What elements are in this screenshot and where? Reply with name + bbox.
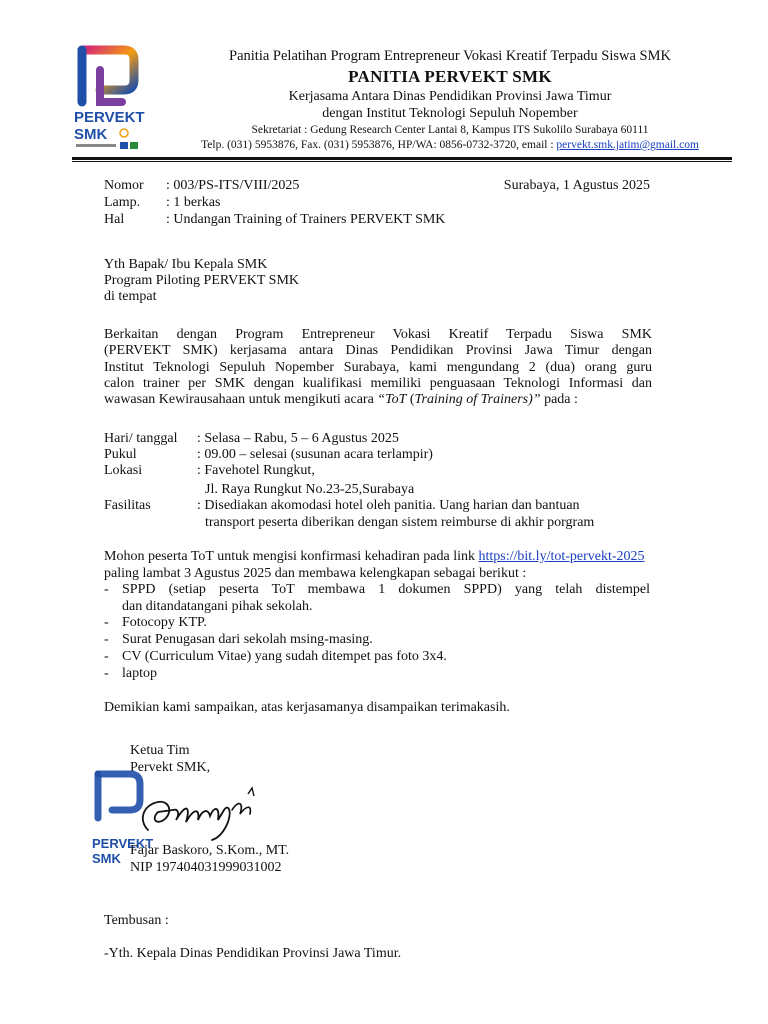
svg-text:PERVEKT: PERVEKT [92,836,154,851]
body-paragraph [104,327,652,408]
letterhead-title: PANITIA PERVEKT SMK [348,67,552,86]
hal-value: : Undangan Training of Trainers PERVEKT SMK [166,212,446,227]
item4: CV (Curriculum Vitae) yang sudah ditempet pas foto 3x4. [122,649,447,664]
bullet-dash-1: - [104,582,109,597]
body-line3: Institut Teknologi Sepuluh Nopember Surabaya, kami mengundang 2 (dua) orang guru [104,359,652,375]
lamp-label: Lamp. [104,195,141,210]
email-link[interactable]: pervekt.smk.jatim@gmail.com [556,139,699,151]
body-tot-italic: “ToT [377,392,407,408]
bullet-dash-2: - [104,615,109,630]
body-line1: Berkaitan dengan Program Entrepreneur Vokasi Kreatif Terpadu Siswa SMK [104,327,652,342]
signer-name: Fajar Baskoro, S.Kom., MT. [130,843,290,858]
confirm-text: Mohon peserta ToT untuk mengisi konfirmasi kehadiran pada link [104,549,479,564]
body-paren-open: ( [406,392,415,408]
fasilitas-value1: : Disediakan akomodasi hotel oleh panitia. Uang harian dan bantuan [197,498,580,513]
lamp-value: : 1 berkas [166,195,221,210]
letterhead-rule-thick [72,157,732,160]
fasilitas-label: Fasilitas [104,498,151,513]
lokasi-label: Lokasi [104,463,143,478]
place-date: Surabaya, 1 Agustus 2025 [503,178,650,193]
tembusan-label: Tembusan : [104,913,169,928]
hari-label: Hari/ tanggal [104,431,178,446]
tembusan-line1: -Yth. Kepala Dinas Pendidikan Provinsi Jawa Timur. [104,946,402,961]
hal-label: Hal [104,212,125,227]
contact-text: Telp. (031) 5953876, Fax. (031) 5953876, HP/WA: 0856-0732-3720, email : [201,139,557,151]
pervekt-logo [72,40,162,160]
recipient-line1: Yth Bapak/ Ibu Kepala SMK [104,257,268,272]
lokasi-value2: Jl. Raya Rungkut No.23-25,Surabaya [205,482,415,497]
sign-role2: Pervekt SMK, [130,760,211,775]
svg-text:SMK: SMK [92,851,121,866]
item1-line2: dan ditandatangani pihak sekolah. [122,599,313,614]
letterhead-rule-thin [72,161,732,162]
svg-text:SMK: SMK [74,126,108,143]
item2: Fotocopy KTP. [122,615,207,630]
body-line4: calon trainer per SMK dengan kualifikasi memiliki penguasaan Teknologi Informasi dan [104,375,652,391]
signer-nip: NIP 197404031999031002 [130,860,282,875]
body-training-italic: Training of Trainers [414,392,529,408]
item5: laptop [122,666,157,681]
body-line2: (PERVEKT SMK) kerjasama antara Dinas Pendidikan Provinsi Jawa Timur dengan [104,343,652,359]
pukul-value: : 09.00 – selesai (susunan acara terlampir) [197,447,433,462]
pukul-label: Pukul [104,447,137,462]
recipient-line3: di tempat [104,289,157,304]
nomor-value: : 003/PS-ITS/VIII/2025 [166,178,300,193]
item3: Surat Penugasan dari sekolah msing-masing. [122,632,373,647]
letterhead-contact [160,139,740,151]
recipient-line2: Program Piloting PERVEKT SMK [104,273,300,288]
letterhead-line4: dengan Institut Teknologi Sepuluh Nopember [322,106,578,121]
body-line5-pre: wawasan Kewirausahaan untuk mengikuti acara [104,392,378,408]
body-line5 [104,392,652,408]
bullet-dash-5: - [104,666,109,681]
item1-line1: SPPD (setiap peserta ToT membawa 1 dokumen SPPD) yang telah distempel [122,582,650,597]
hari-value: : Selasa – Rabu, 5 – 6 Agustus 2025 [197,431,399,446]
handwritten-signature [128,780,278,850]
body-line5-end: pada : [540,392,578,408]
body-paren-close: )” [528,392,541,408]
confirm-line1 [104,549,645,565]
nomor-label: Nomor [104,178,144,193]
closing-text: Demikian kami sampaikan, atas kerjasamanya disampaikan terimakasih. [104,700,510,715]
letterhead-address: Sekretariat : Gedung Research Center Lantai 8, Kampus ITS Sukolilo Surabaya 60111 [251,124,649,136]
letterhead-line1: Panitia Pelatihan Program Entrepreneur Vokasi Kreatif Terpadu Siswa SMK [229,48,671,64]
bullet-dash-3: - [104,632,109,647]
fasilitas-value2: transport peserta diberikan dengan sistem reimburse di akhir porgram [205,515,595,530]
sign-role1: Ketua Tim [130,743,190,758]
lokasi-value1: : Favehotel Rungkut, [197,463,315,478]
svg-text:PERVEKT: PERVEKT [74,109,145,126]
confirm-link[interactable]: https://bit.ly/tot-pervekt-2025 [478,549,645,564]
confirm-line2: paling lambat 3 Agustus 2025 dan membawa kelengkapan sebagai berikut : [104,566,527,581]
letterhead-line3: Kerjasama Antara Dinas Pendidikan Provinsi Jawa Timur [288,89,612,104]
bullet-dash-4: - [104,649,109,664]
